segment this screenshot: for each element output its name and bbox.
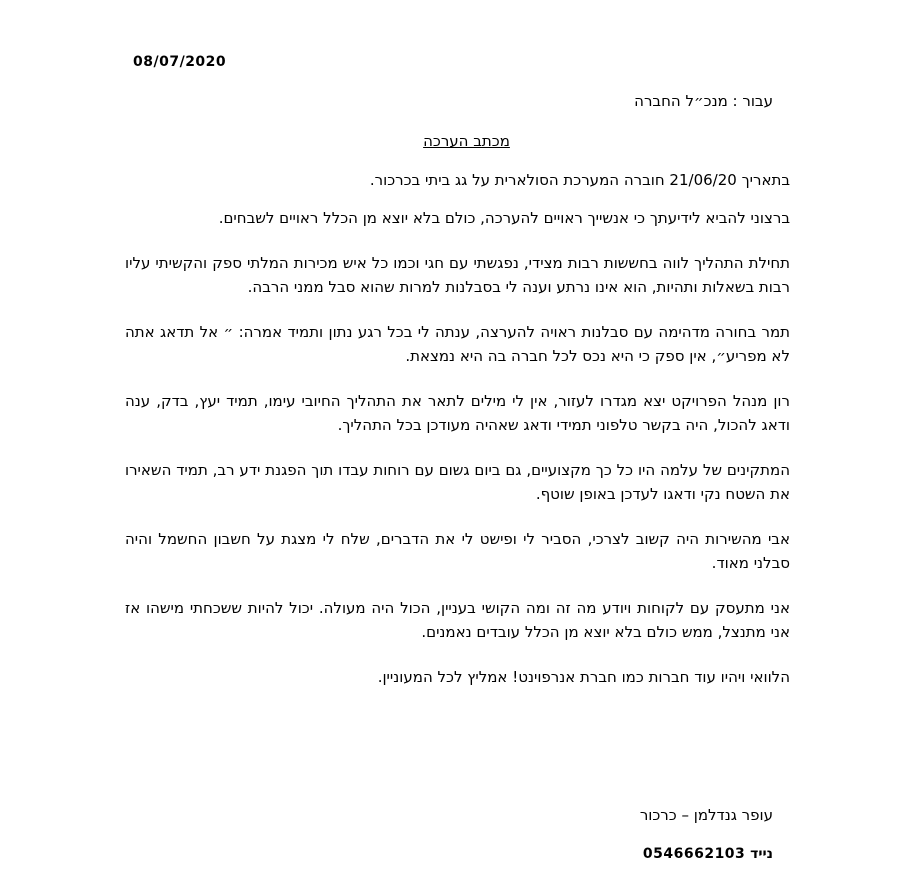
letter-body [125,168,790,710]
paragraph: בתאריך 21/06/20 חוברה המערכת הסולארית על גג ביתי בכרכור. [369,171,790,189]
paragraph: אני מתעסק עם לקוחות ויודע מה זה ומה הקושי בעניין, הכול היה מעולה. יכול להיות ששכחתי מישהו אז אני מתנצל, ממש כולם בלא יוצא מן הכלל עובדים נאמנים. [125,599,790,641]
signature: עופר גנדלמן – כרכור [639,806,773,824]
phone-line [643,846,773,862]
paragraph: המתקינים של עלמה היו כל כך מקצועיים, גם ביום גשום עם רוחות עבדו תוך הפגנת ידע רב, תמיד השאירו את השטח נקי ודאגו לעדכן באופן שוטף. [125,461,790,503]
phone-number: 0546662103 [642,846,746,862]
recipient-line: עבור : מנכ״ל החברה [634,92,773,110]
letter-title: מכתב הערכה [423,132,510,150]
paragraph: תמר בחורה מדהימה עם סבלנות ראויה להערצה, ענתה לי בכל רגע נתון ותמיד אמרה: ״ אל תדאג אתה לא מפריע״, אין ספק כי היא נכס לכל חברה בה היא נמצאת. [125,323,790,365]
letter-date: 08/07/2020 [133,54,227,70]
paragraph: ברצוני להביא לידיעתך כי אנשייך ראויים להערכה, כולם בלא יוצא מן הכלל ראויים לשבחים. [218,209,790,227]
phone-label: נייד [750,846,773,862]
paragraph: הלוואי ויהיו עוד חברות כמו חברת אנרפוינט! אמליץ לכל המעוניין. [377,668,790,686]
paragraph: אבי מהשירות היה קשוב לצרכי, הסביר לי ופישט לי את הדברים, שלח לי מצגת על חשבון החשמל והיה סבלני מאוד. [125,530,790,572]
paragraph: תחילת התהליך לווה בחששות רבות מצידי, נפגשתי עם חגי וכמו כל איש מכירות המלתי ספק והקשיתי עליו רבות בשאלות ותהיות, הוא אינו נרתע וענה לי בסבלנות למרות שהוא סבל ממני הרבה. [125,254,790,296]
paragraph: רון מנהל הפרויקט יצא מגדרו לעזור, אין לי מילים לתאר את התהליך החיובי עימו, תמיד יעץ, בדק, ענה ודאג להכול, היה בקשר טלפוני תמידי ודאג שאהיה מעודכן בכל התהליך. [125,392,790,434]
